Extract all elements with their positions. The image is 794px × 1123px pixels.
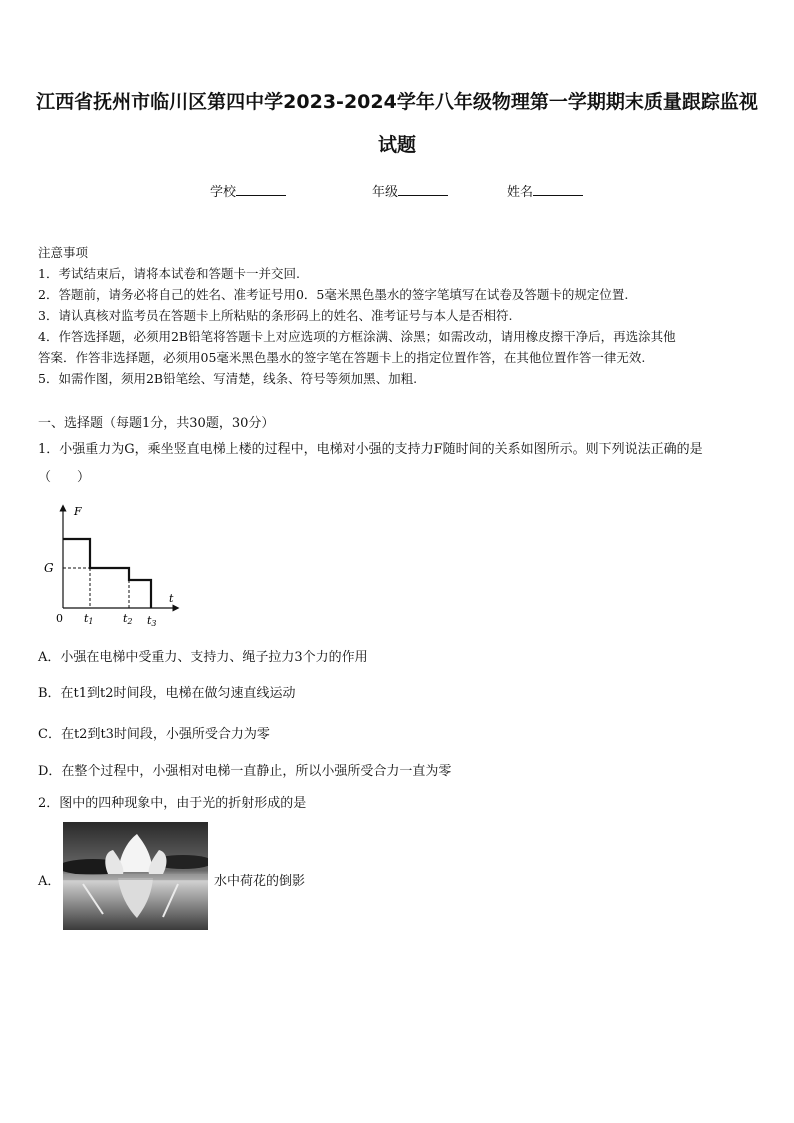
g-label: G [44, 561, 54, 575]
q1-option-d: D．在整个过程中，小强相对电梯一直静止，所以小强所受合力一直为零 [38, 764, 452, 779]
t3-label: t3 [147, 614, 157, 628]
note-item: 1．考试结束后，请将本试卷和答题卡一并交回. [38, 266, 300, 281]
t2-label: t2 [123, 612, 133, 626]
origin-label: 0 [56, 612, 63, 625]
note-item: 2．答题前，请务必将自己的姓名、准考证号用0．5毫米黑色墨水的签字笔填写在试卷及答题卡的规定位置. [38, 287, 629, 302]
x-axis-label: t [169, 592, 174, 605]
q1-option-c: C．在t2到t3时间段，小强所受合力为零 [38, 727, 270, 742]
force-time-graph [38, 500, 188, 630]
y-axis-label: F [74, 505, 82, 518]
name-label: 姓名 [507, 185, 534, 200]
page-title-line2: 试题 [377, 134, 416, 156]
school-field [210, 181, 286, 200]
notes-heading: 注意事项 [38, 245, 89, 260]
note-item: 4．作答选择题，必须用2B铅笔将答题卡上对应选项的方框涂满、涂黑；如需改动，请用橡皮擦干净后，再选涂其他 [38, 329, 676, 344]
school-blank[interactable] [236, 183, 286, 196]
q1-option-b: B．在t1到t2时间段，电梯在做匀速直线运动 [38, 686, 296, 701]
section-heading: 一、选择题（每题1分，共30题，30分） [38, 416, 275, 431]
grade-label: 年级 [372, 185, 399, 200]
q2-option-a-letter: A． [38, 874, 61, 889]
name-blank[interactable] [533, 183, 583, 196]
t1-label: t1 [84, 612, 94, 626]
q1-option-a: A．小强在电梯中受重力、支持力、绳子拉力3个力的作用 [38, 650, 368, 665]
force-step-line [63, 539, 151, 608]
note-item: 5．如需作图，须用2B铅笔绘、写清楚，线条、符号等须加黑、加粗. [38, 371, 418, 386]
name-field [507, 181, 583, 200]
q2-option-a-text: 水中荷花的倒影 [214, 874, 306, 889]
question-1-answer-blank: （ ） [38, 470, 91, 485]
question-2-stem: 2．图中的四种现象中，由于光的折射形成的是 [38, 796, 307, 811]
page-title-line1: 江西省抚州市临川区第四中学2023-2024学年八年级物理第一学期期末质量跟踪监视 [36, 91, 758, 113]
grade-blank[interactable] [398, 183, 448, 196]
lotus-reflection-photo [63, 822, 208, 930]
question-1-stem: 1．小强重力为G，乘坐竖直电梯上楼的过程中，电梯对小强的支持力F随时间的关系如图所示。则下列说法正确的是 [38, 442, 703, 457]
school-label: 学校 [210, 185, 237, 200]
note-item: 答案．作答非选择题，必须用05毫米黑色墨水的签字笔在答题卡上的指定位置作答，在其他位置作答一律无效. [38, 350, 646, 365]
note-item: 3．请认真核对监考员在答题卡上所粘贴的条形码上的姓名、准考证号与本人是否相符. [38, 308, 513, 323]
grade-field [372, 181, 448, 200]
